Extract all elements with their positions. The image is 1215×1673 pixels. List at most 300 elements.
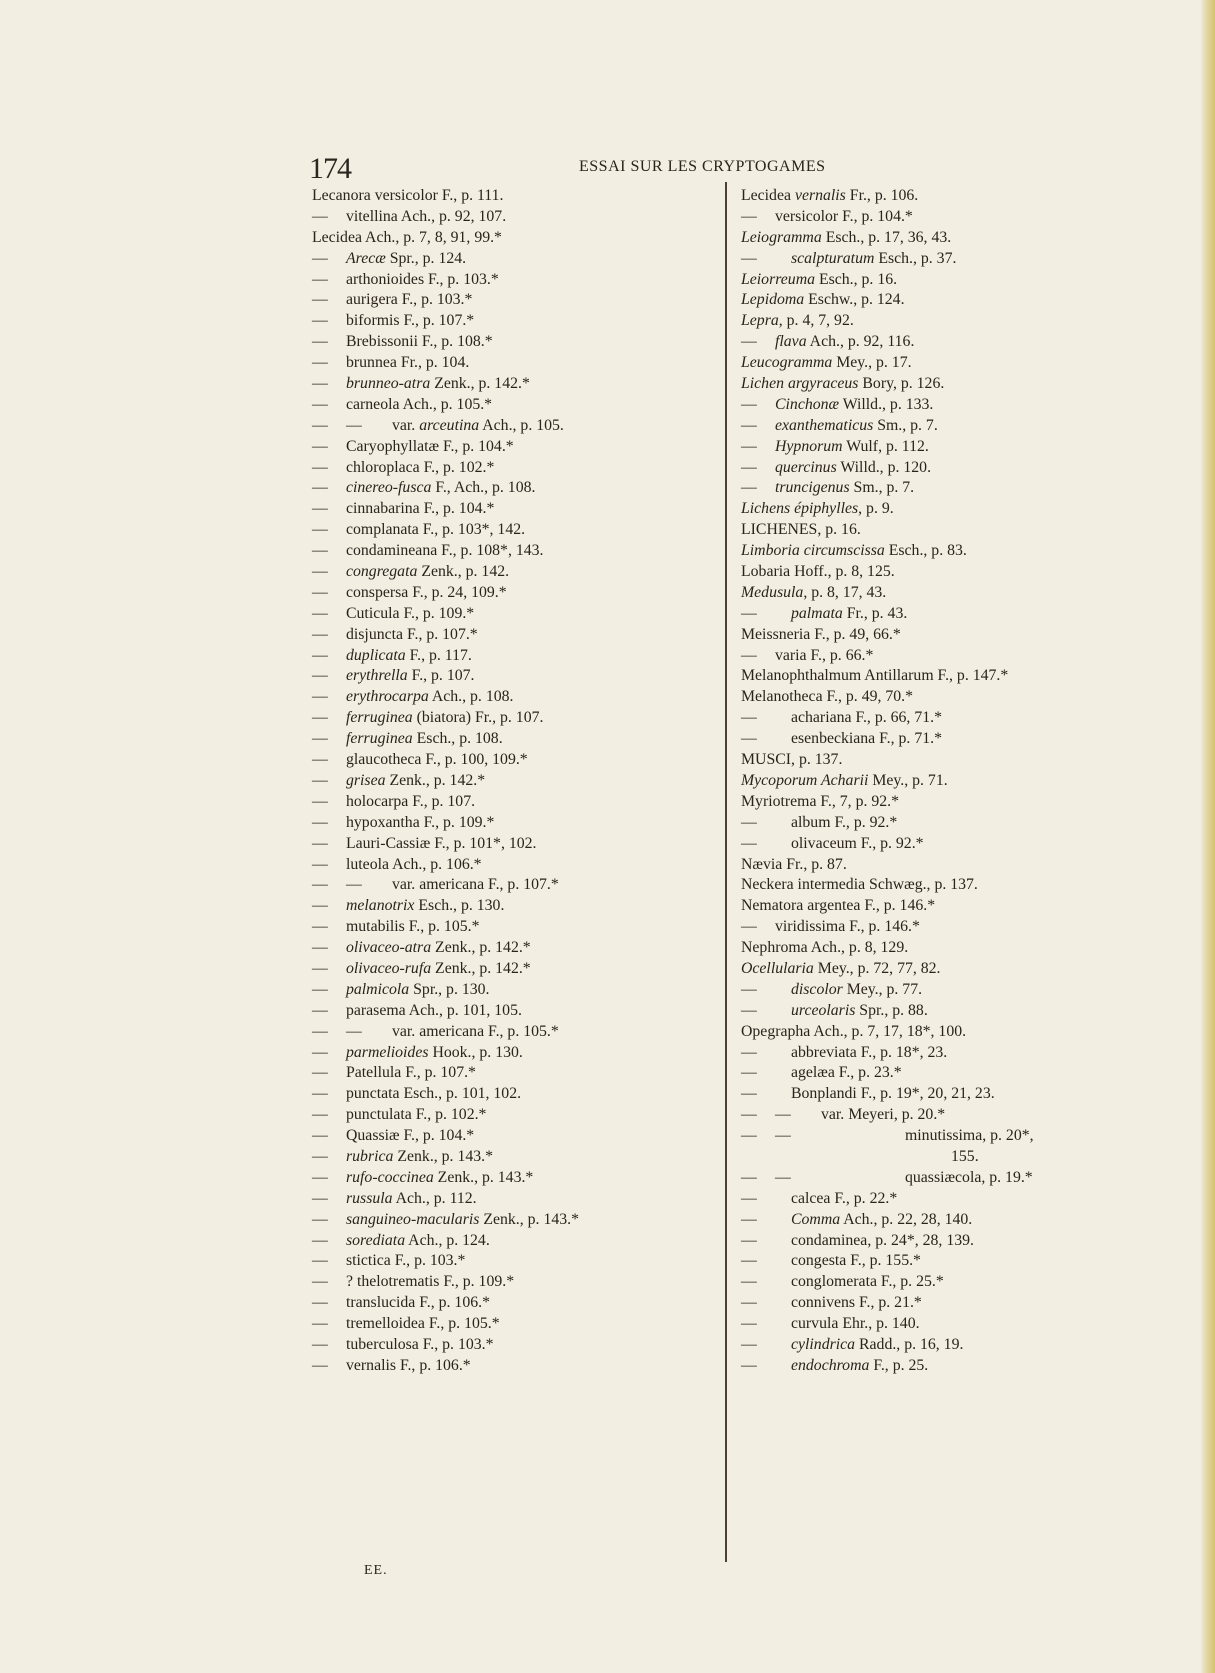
ditto-dash: — xyxy=(312,1315,328,1333)
index-entry xyxy=(312,625,717,646)
ditto-dash: — xyxy=(312,855,328,873)
index-entry xyxy=(741,1063,1201,1084)
ditto-dash: — xyxy=(741,1085,757,1103)
species-name-italic: palmicola xyxy=(346,980,410,998)
page-reference: Ach., p. 7, 8, 91, 99.* xyxy=(361,228,502,246)
ditto-dash: — xyxy=(312,1001,328,1019)
page-reference: Fr., p. 87. xyxy=(782,855,847,873)
index-entry xyxy=(312,1272,717,1293)
index-entry xyxy=(312,228,717,249)
species-name: olivaceum xyxy=(791,834,857,852)
page-reference: Ach., p. 106.* xyxy=(389,855,482,873)
page-reference: F., p. 102.* xyxy=(419,458,495,476)
index-entry xyxy=(741,1168,1201,1189)
species-name: quassiæcola xyxy=(905,1168,982,1186)
species-name: Melanotheca xyxy=(741,688,823,706)
page-reference: Esch., p. 37. xyxy=(874,249,957,267)
ditto-dash: — xyxy=(312,207,328,225)
species-name-italic: melanotrix xyxy=(346,897,415,915)
species-name: varia xyxy=(775,646,807,664)
index-entry xyxy=(312,290,717,311)
species-name-italic: ferruginea xyxy=(346,730,413,748)
page-reference: F., p. 107.* xyxy=(403,625,478,643)
page-reference: F., p. 103*, 142. xyxy=(418,521,526,539)
page-reference: (biatora) Fr., p. 107. xyxy=(412,709,544,727)
ditto-dash: — xyxy=(741,395,757,413)
index-entry xyxy=(741,1210,1201,1231)
index-entry xyxy=(312,604,717,625)
page-reference: Esch., p. 17, 36, 43. xyxy=(821,228,952,246)
species-name: curvula xyxy=(791,1315,839,1333)
ditto-dash: — xyxy=(312,771,328,789)
species-name: Nævia xyxy=(741,855,783,873)
page-reference: Ach., p. 7, 17, 18*, 100. xyxy=(810,1022,967,1040)
page-reference: F., p. 24, 109.* xyxy=(408,583,507,601)
index-entry xyxy=(741,520,1201,541)
species-name: brunnea xyxy=(346,354,397,372)
species-name-italic: parmelioides xyxy=(346,1043,429,1061)
species-name-italic: russula xyxy=(346,1189,393,1207)
page-reference: F., p. 66, 71.* xyxy=(851,709,942,727)
index-entry xyxy=(741,959,1201,980)
ditto-dash: — xyxy=(741,249,757,267)
index-entry xyxy=(741,249,1201,270)
index-entry xyxy=(312,311,717,332)
index-entry xyxy=(741,896,1201,917)
ditto-dash: — xyxy=(312,500,328,518)
ditto-dash: — xyxy=(741,479,757,497)
ditto-dash: — xyxy=(741,1127,757,1145)
species-name-italic: Cinchonæ xyxy=(775,395,840,413)
ditto-dash-secondary: — xyxy=(775,1168,791,1186)
index-entry xyxy=(312,666,717,687)
page-reference: , p. 19.* xyxy=(981,1168,1033,1186)
index-entry xyxy=(741,792,1201,813)
index-entry xyxy=(312,708,717,729)
printer-signature: EE. xyxy=(364,1563,388,1578)
variety-prefix: var. xyxy=(821,1106,849,1124)
page-reference: F., p. 108*, 143. xyxy=(437,542,544,560)
species-name: holocarpa xyxy=(346,792,409,810)
species-name: americana xyxy=(419,1022,485,1040)
index-entry xyxy=(741,1022,1201,1043)
ditto-dash: — xyxy=(741,1231,757,1249)
page-reference: Spr., p. 130. xyxy=(409,980,490,998)
page-reference: Esch., p. 130. xyxy=(414,897,505,915)
species-name: connivens xyxy=(791,1294,856,1312)
index-entry xyxy=(741,625,1201,646)
ditto-dash: — xyxy=(312,1273,328,1291)
running-title: ESSAI SUR LES CRYPTOGAMES xyxy=(579,158,826,175)
index-entry xyxy=(741,729,1201,750)
species-name-italic: endochroma xyxy=(791,1356,870,1374)
ditto-dash: — xyxy=(741,1315,757,1333)
ditto-dash: — xyxy=(741,1356,757,1374)
index-entry xyxy=(312,374,717,395)
ditto-dash: — xyxy=(312,1043,328,1061)
index-entry xyxy=(741,270,1201,291)
page-reference: Wulf, p. 112. xyxy=(842,437,929,455)
index-entry xyxy=(741,1231,1201,1252)
page-reference: Fr., p. 106. xyxy=(845,187,919,204)
species-name: Neckera intermedia xyxy=(741,876,866,894)
index-entry xyxy=(312,938,717,959)
index-entry xyxy=(741,1335,1201,1356)
ditto-dash: — xyxy=(741,1043,757,1061)
page-reference: Ach., p. 105. xyxy=(479,416,564,434)
page-reference: F., p. 104.* xyxy=(419,500,495,518)
species-name-italic: quercinus xyxy=(775,458,837,476)
index-entry xyxy=(741,938,1201,959)
species-name: 155. xyxy=(951,1147,979,1165)
index-entry xyxy=(741,416,1201,437)
page-reference: Zenk., p. 142. xyxy=(417,563,510,581)
species-name-italic: scalpturatum xyxy=(791,249,875,267)
page-reference: F., p. 100, 109.* xyxy=(421,751,528,769)
page-reference: F., p. 71.* xyxy=(875,730,942,748)
species-name: ? thelotrematis xyxy=(346,1273,440,1291)
index-entry xyxy=(312,1168,717,1189)
page-reference: F., p. 107.* xyxy=(484,876,559,894)
species-name: conglomerata xyxy=(791,1273,877,1291)
ditto-dash: — xyxy=(741,1294,757,1312)
page-reference: F., p. 104.* xyxy=(838,207,913,225)
ditto-dash: — xyxy=(741,207,757,225)
index-entry xyxy=(741,583,1201,604)
ditto-dash: — xyxy=(312,897,328,915)
ditto-dash: — xyxy=(741,416,757,434)
page-reference: Fr., p. 43. xyxy=(842,604,908,622)
species-name: Caryophyllatæ xyxy=(346,437,440,455)
ditto-dash: — xyxy=(312,625,328,643)
ditto-dash: — xyxy=(312,312,328,330)
species-name: viridissima xyxy=(775,918,846,936)
species-name: album xyxy=(791,813,831,831)
index-entry xyxy=(741,708,1201,729)
index-entry xyxy=(741,813,1201,834)
species-name-italic: arceutina xyxy=(419,416,480,434)
page-reference: Mey., p. 71. xyxy=(868,771,948,789)
index-entry xyxy=(741,374,1201,395)
index-entry xyxy=(312,207,717,228)
ditto-dash: — xyxy=(741,834,757,852)
page-reference: F., p. 107.* xyxy=(399,312,475,330)
index-entry xyxy=(741,458,1201,479)
index-entry xyxy=(741,834,1201,855)
species-name: congesta xyxy=(791,1252,847,1270)
species-name-italic: Lichen argyraceus xyxy=(741,375,859,393)
page-reference: Sm., p. 7. xyxy=(849,479,915,497)
index-entry xyxy=(741,646,1201,667)
species-name: conspersa xyxy=(346,583,409,601)
ditto-dash: — xyxy=(741,1252,757,1270)
index-entry xyxy=(312,395,717,416)
index-entry xyxy=(741,1084,1201,1105)
index-entry xyxy=(312,855,717,876)
page-reference: F., p. 155.* xyxy=(846,1252,921,1270)
species-name: Nephroma xyxy=(741,939,808,957)
ditto-dash: — xyxy=(312,876,328,894)
index-entry xyxy=(741,499,1201,520)
index-entry xyxy=(312,1105,717,1126)
page-reference: F., p. 103.* xyxy=(424,270,499,288)
page-reference: , p. 4, 7, 92. xyxy=(778,312,854,330)
index-entry xyxy=(741,1001,1201,1022)
ditto-dash: — xyxy=(741,646,757,664)
page-reference: F., p. 92.* xyxy=(856,834,924,852)
species-name: tuberculosa xyxy=(346,1335,419,1353)
ditto-dash: — xyxy=(312,646,328,664)
index-entry xyxy=(312,1356,717,1377)
page-reference: F., p. 109.* xyxy=(439,1273,515,1291)
species-name: punctulata xyxy=(346,1106,412,1124)
index-entry xyxy=(312,687,717,708)
genus-name: Lecanora xyxy=(312,187,371,204)
index-entry xyxy=(312,959,717,980)
species-name-italic: congregata xyxy=(346,563,418,581)
ditto-dash: — xyxy=(741,437,757,455)
species-name: Myriotrema xyxy=(741,792,817,810)
index-entry xyxy=(312,750,717,771)
index-entry xyxy=(741,917,1201,938)
species-name-italic: Leucogramma xyxy=(741,354,833,372)
index-entry xyxy=(741,541,1201,562)
index-entry xyxy=(741,1293,1201,1314)
page-reference: Ach., p. 92, 107. xyxy=(397,207,507,225)
page-reference: F., p. 23.* xyxy=(834,1064,902,1082)
right-column xyxy=(741,186,1201,1377)
ditto-dash: — xyxy=(312,249,328,267)
page-reference: , p. 20*, xyxy=(982,1127,1034,1145)
page-reference: Zenk., p. 142.* xyxy=(385,771,486,789)
species-name-italic: ferruginea xyxy=(346,709,413,727)
ditto-dash: — xyxy=(312,709,328,727)
index-entry xyxy=(741,1147,1201,1168)
page-reference: F., p. 107.* xyxy=(401,1064,476,1082)
species-name-italic: discolor xyxy=(791,980,843,998)
page-reference: Mey., p. 77. xyxy=(842,980,923,998)
ditto-dash: — xyxy=(312,291,328,309)
ditto-dash: — xyxy=(312,437,328,455)
index-entry xyxy=(312,499,717,520)
ditto-dash: — xyxy=(741,1335,757,1353)
index-entry xyxy=(312,520,717,541)
species-name: disjuncta xyxy=(346,625,404,643)
index-entry xyxy=(312,1126,717,1147)
page-reference: Willd., p. 133. xyxy=(839,395,934,413)
index-entry xyxy=(312,353,717,374)
page-reference: Zenk., p. 143.* xyxy=(433,1168,534,1186)
ditto-dash: — xyxy=(312,583,328,601)
index-entry xyxy=(312,458,717,479)
ditto-dash: — xyxy=(312,270,328,288)
index-entry xyxy=(741,437,1201,458)
index-entry xyxy=(312,834,717,855)
index-entry xyxy=(741,666,1201,687)
species-name: MUSCI xyxy=(741,751,792,769)
species-name: Meyeri xyxy=(848,1106,894,1124)
page-reference: Esch., p. 16. xyxy=(815,270,898,288)
species-name-italic: Medusula xyxy=(741,583,804,601)
ditto-dash: — xyxy=(741,730,757,748)
species-name: Melanophthalmum Antillarum xyxy=(741,667,934,685)
index-entry xyxy=(741,1314,1201,1335)
page-reference: Ach., p. 22, 28, 140. xyxy=(840,1210,973,1228)
running-head xyxy=(309,152,909,185)
species-name-italic: flava xyxy=(775,333,807,351)
page-reference: F., p. 21.* xyxy=(855,1294,922,1312)
species-name-italic: rubrica xyxy=(346,1147,394,1165)
page-reference: F., p. 18*, 23. xyxy=(856,1043,948,1061)
ditto-dash: — xyxy=(741,1273,757,1291)
index-entry xyxy=(312,813,717,834)
species-name-italic: rufo-coccinea xyxy=(346,1168,434,1186)
species-name: chloroplaca xyxy=(346,458,420,476)
species-name: Lauri-Cassiæ xyxy=(346,834,431,852)
page-reference: Esch., p. 108. xyxy=(412,730,503,748)
page-reference: , p. 8, 17, 43. xyxy=(803,583,887,601)
species-name-italic: Mycoporum Acharii xyxy=(741,771,869,789)
index-entry xyxy=(312,1251,717,1272)
page-reference: Hook., p. 130. xyxy=(428,1043,523,1061)
species-name: minutissima xyxy=(905,1127,983,1145)
page-reference: , p. 20.* xyxy=(893,1106,946,1124)
page-reference: F., p. 104.* xyxy=(439,437,514,455)
index-entry xyxy=(741,1105,1201,1126)
ditto-dash: — xyxy=(741,709,757,727)
page-reference: Sm., p. 7. xyxy=(873,416,938,434)
page-reference: Spr., p. 124. xyxy=(385,249,467,267)
ditto-dash: — xyxy=(741,1210,757,1228)
species-name: carneola xyxy=(346,395,400,413)
page-reference: F., 7, p. 92.* xyxy=(816,792,900,810)
ditto-dash: — xyxy=(312,1189,328,1207)
ditto-dash: — xyxy=(741,1168,757,1186)
species-name: mutabilis xyxy=(346,918,405,936)
ditto-dash: — xyxy=(312,521,328,539)
species-name: complanata xyxy=(346,521,419,539)
ditto-dash: — xyxy=(312,1127,328,1145)
index-entry xyxy=(741,228,1201,249)
variety-prefix: var. xyxy=(392,1022,420,1040)
species-name: glaucotheca xyxy=(346,751,422,769)
page-reference: F., p. 109.* xyxy=(399,604,475,622)
index-entry xyxy=(312,249,717,270)
species-name: versicolor xyxy=(775,207,839,225)
index-entry xyxy=(741,1251,1201,1272)
index-entry xyxy=(741,186,1201,207)
index-entry xyxy=(312,1043,717,1064)
species-name: translucida xyxy=(346,1294,416,1312)
ditto-dash-secondary: — xyxy=(775,1127,791,1145)
species-name-italic: cylindrica xyxy=(791,1335,856,1353)
index-entry xyxy=(312,1147,717,1168)
species-name-italic: Limboria circumscissa xyxy=(741,542,885,560)
ditto-dash: — xyxy=(741,918,757,936)
page-reference: Ach., p. 112. xyxy=(392,1189,477,1207)
ditto-dash: — xyxy=(312,667,328,685)
species-name-italic: Comma xyxy=(791,1210,841,1228)
page-reference: Esch., p. 101, 102. xyxy=(399,1085,522,1103)
ditto-dash: — xyxy=(741,813,757,831)
species-name: calcea xyxy=(791,1189,831,1207)
species-name: Brebissonii xyxy=(346,333,418,351)
page-reference: F., p. 49, 70.* xyxy=(822,688,914,706)
ditto-dash: — xyxy=(741,458,757,476)
index-entry xyxy=(312,729,717,750)
index-entry xyxy=(741,395,1201,416)
page-number: 174 xyxy=(309,152,351,185)
ditto-dash: — xyxy=(312,1210,328,1228)
index-entry xyxy=(741,750,1201,771)
page-reference: F., p. 106.* xyxy=(396,1356,471,1374)
index-entry xyxy=(741,1356,1201,1377)
page-reference: F., p. 107. xyxy=(407,667,475,685)
index-entry xyxy=(312,1231,717,1252)
species-name-italic: duplicata xyxy=(346,646,406,664)
page-reference: , p. 16. xyxy=(817,521,861,539)
page-reference: Ach., p. 105.* xyxy=(399,395,493,413)
species-name-italic: truncigenus xyxy=(775,479,850,497)
species-name: esenbeckiana xyxy=(791,730,876,748)
page-reference: F., p. 146.* xyxy=(860,897,936,915)
species-name: vitellina xyxy=(346,207,398,225)
index-entry xyxy=(741,353,1201,374)
page-edge xyxy=(1201,0,1215,1673)
page-reference: Spr., p. 88. xyxy=(855,1001,928,1019)
species-name-italic: erythrella xyxy=(346,667,408,685)
ditto-dash: — xyxy=(312,1106,328,1124)
species-name-italic: exanthematicus xyxy=(775,416,874,434)
index-entry xyxy=(741,1189,1201,1210)
page-reference: F., p. 106.* xyxy=(415,1294,490,1312)
ditto-dash-secondary: — xyxy=(346,876,362,894)
index-entry xyxy=(741,562,1201,583)
ditto-dash: — xyxy=(312,834,328,852)
page-reference: F., p. 107. xyxy=(408,792,476,810)
page-reference: F., p. 22.* xyxy=(830,1189,898,1207)
page-reference: F., p. 117. xyxy=(405,646,472,664)
page-reference: Schwæg., p. 137. xyxy=(865,876,978,894)
species-name: cinnabarina xyxy=(346,500,420,518)
index-entry xyxy=(312,1063,717,1084)
species-name: Opegrapha xyxy=(741,1022,811,1040)
ditto-dash-secondary: — xyxy=(775,1106,791,1124)
index-entry xyxy=(312,917,717,938)
page-reference: Willd., p. 120. xyxy=(836,458,932,476)
species-name: americana xyxy=(419,876,485,894)
page-reference: F., Ach., p. 108. xyxy=(431,479,536,497)
species-name-italic: sanguineo-macularis xyxy=(346,1210,480,1228)
ditto-dash: — xyxy=(312,1294,328,1312)
page-reference: Ach., p. 101, 105. xyxy=(405,1001,522,1019)
index-entry xyxy=(312,1001,717,1022)
species-name: Patellula xyxy=(346,1064,402,1082)
page-reference: , p. 9. xyxy=(858,500,894,518)
ditto-dash: — xyxy=(741,1064,757,1082)
page-reference: Zenk., p. 142.* xyxy=(430,375,530,393)
page-reference: F., p. 146.* xyxy=(845,918,920,936)
index-entry xyxy=(741,1272,1201,1293)
species-name-italic: erythrocarpa xyxy=(346,688,429,706)
ditto-dash: — xyxy=(312,604,328,622)
index-entry xyxy=(741,1043,1201,1064)
index-entry xyxy=(741,207,1201,228)
index-entry xyxy=(312,771,717,792)
species-name-italic: olivaceo-atra xyxy=(346,939,432,957)
ditto-dash: — xyxy=(741,604,757,622)
page-reference: Zenk., p. 143.* xyxy=(393,1147,494,1165)
